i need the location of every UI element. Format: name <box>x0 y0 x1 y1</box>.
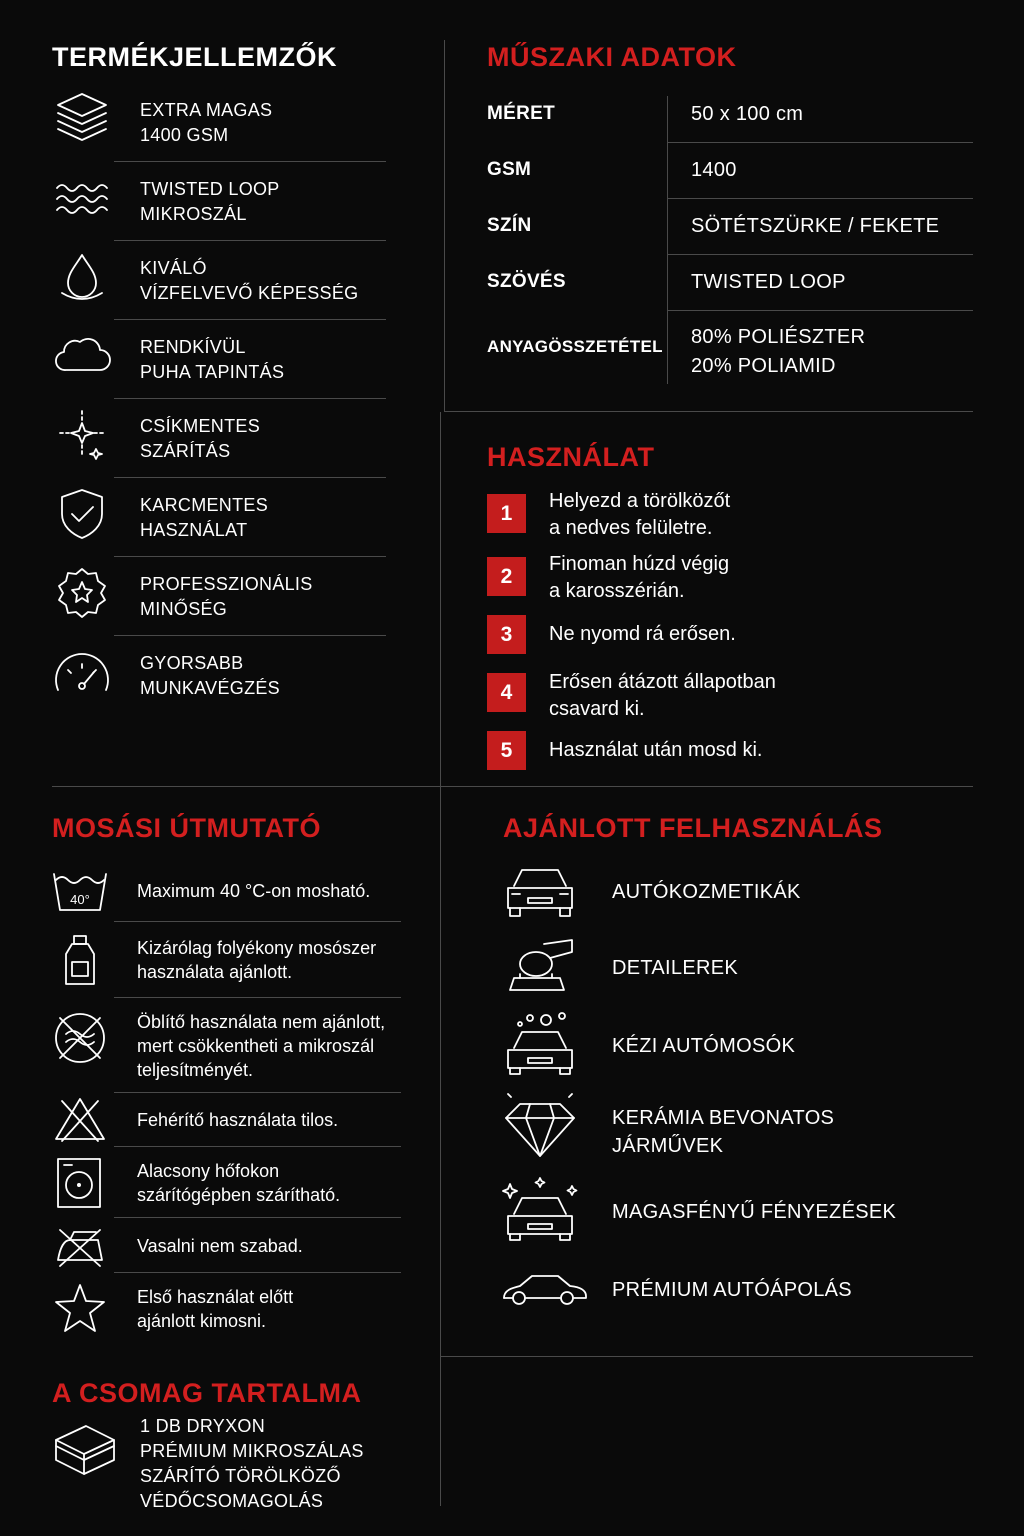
speedometer-icon <box>52 642 114 704</box>
step-line1: Ne nyomd rá erősen. <box>549 623 736 645</box>
recommended-item <box>500 1090 970 1165</box>
wash-temp-label: 40° <box>70 892 90 907</box>
spec-value: 1400 <box>691 159 737 181</box>
feature-line1: EXTRA MAGAS <box>140 99 273 120</box>
spec-value: 80% POLIÉSZTER <box>691 326 866 348</box>
recommended-line1: PRÉMIUM AUTÓÁPOLÁS <box>612 1279 852 1301</box>
star-icon <box>52 1281 108 1337</box>
wash-line: szárítógépben szárítható. <box>137 1184 341 1205</box>
step-line2: csavard ki. <box>549 698 645 720</box>
feature-line1: RENDKÍVÜL <box>140 336 246 357</box>
feature-line1: GYORSABB <box>140 652 244 673</box>
no-softener-icon <box>52 1010 108 1066</box>
wash-line: Első használat előtt <box>137 1287 294 1307</box>
wash-line: ajánlott kimosni. <box>137 1311 267 1331</box>
quality-badge-icon <box>52 563 114 625</box>
spec-value: SÖTÉTSZÜRKE / FEKETE <box>691 215 940 237</box>
recommended-line1: DETAILEREK <box>612 957 738 979</box>
recommended-line1: KERÁMIA BEVONATOS <box>612 1107 835 1129</box>
spec-value: TWISTED LOOP <box>691 271 846 293</box>
feature-item <box>52 320 386 399</box>
car-side-icon <box>500 1266 590 1336</box>
divider-vertical-top <box>444 40 445 412</box>
feature-line1: CSÍKMENTES <box>140 415 261 436</box>
tumble-dry-icon <box>52 1155 108 1211</box>
wash-line: Öblítő használata nem ajánlott, <box>137 1011 386 1032</box>
feature-line1: TWISTED LOOP <box>140 178 280 199</box>
recommended-line1: MAGASFÉNYŰ FÉNYEZÉSEK <box>612 1201 897 1223</box>
package-title: A CSOMAG TARTALMA <box>52 1378 362 1408</box>
diamond-icon <box>500 1090 590 1160</box>
wash-line: Kizárólag folyékony mosószer <box>137 938 377 958</box>
divider-lower <box>440 1356 973 1357</box>
wash-line: Alacsony hőfokon <box>137 1160 280 1181</box>
feature-item <box>52 557 386 636</box>
wash-line: használata ajánlott. <box>137 962 293 982</box>
feature-item <box>52 162 386 241</box>
step-number: 3 <box>487 615 526 654</box>
spec-row <box>487 311 973 385</box>
wash-line: Maximum 40 °C-on mosható. <box>137 881 371 901</box>
feature-line1: PROFESSZIONÁLIS <box>140 573 313 594</box>
no-iron-icon <box>52 1218 108 1274</box>
spec-key: GSM <box>487 159 532 180</box>
usage-title: HASZNÁLAT <box>487 442 655 472</box>
feature-item <box>52 241 386 320</box>
layers-icon <box>52 89 114 151</box>
step-line1: Helyezd a törölközőt <box>549 490 731 512</box>
feature-line1: KARCMENTES <box>140 494 269 515</box>
detergent-bottle-icon <box>52 932 108 988</box>
spec-key: SZÍN <box>487 215 532 236</box>
recommended-line1: AUTÓKOZMETIKÁK <box>612 881 801 903</box>
wash-item <box>52 998 401 1093</box>
package-line: VÉDŐCSOMAGOLÁS <box>140 1491 324 1511</box>
wash-item <box>52 1147 401 1218</box>
feature-line2: PUHA TAPINTÁS <box>140 361 285 382</box>
divider-specs-bottom <box>444 411 973 412</box>
wash-40-icon <box>52 864 108 920</box>
wash-item <box>52 1093 401 1147</box>
spec-key: ANYAGÖSSZETÉTEL <box>487 337 663 356</box>
recommended-item <box>500 858 970 928</box>
features-title: TERMÉKJELLEMZŐK <box>52 42 338 72</box>
wash-item <box>52 1273 401 1345</box>
polisher-icon <box>500 936 590 1006</box>
step-line1: Erősen átázott állapotban <box>549 671 776 693</box>
step-line2: a nedves felületre. <box>549 517 713 539</box>
feature-line2: SZÁRÍTÁS <box>140 440 231 461</box>
package-line: PRÉMIUM MIKROSZÁLAS <box>140 1441 364 1461</box>
recommended-item <box>500 1266 970 1316</box>
package-line: SZÁRÍTÓ TÖRÖLKÖZŐ <box>140 1466 341 1486</box>
recommended-line2: JÁRMŰVEK <box>612 1135 724 1157</box>
recommended-item <box>500 936 970 1006</box>
recommended-title: AJÁNLOTT FELHASZNÁLÁS <box>503 813 883 843</box>
wash-item <box>52 860 401 922</box>
shield-check-icon <box>52 484 114 546</box>
spec-row <box>487 143 973 199</box>
feature-item <box>52 83 386 162</box>
recommended-item <box>500 1176 970 1251</box>
spec-key: MÉRET <box>487 103 555 124</box>
waves-icon <box>52 168 114 230</box>
spec-row <box>487 199 973 255</box>
package-line: 1 DB DRYXON <box>140 1416 266 1436</box>
feature-line2: MUNKAVÉGZÉS <box>140 677 280 698</box>
step-line1: Használat után mosd ki. <box>549 739 763 761</box>
specs-title: MŰSZAKI ADATOK <box>487 42 737 72</box>
step-line1: Finoman húzd végig <box>549 553 730 575</box>
cloud-icon <box>52 326 114 388</box>
spec-key: SZÖVÉS <box>487 271 566 292</box>
step-number: 1 <box>487 494 526 533</box>
spec-row <box>487 87 973 143</box>
feature-line2: HASZNÁLAT <box>140 519 248 540</box>
sparkle-icon <box>52 405 114 467</box>
wash-line: teljesítményét. <box>137 1059 254 1080</box>
box-icon <box>52 1420 118 1480</box>
no-bleach-icon <box>52 1093 108 1149</box>
feature-item <box>52 636 386 715</box>
feature-line2: VÍZFELVEVŐ KÉPESSÉG <box>140 282 359 303</box>
spec-row <box>487 255 973 311</box>
step-number: 5 <box>487 731 526 770</box>
wash-item <box>52 922 401 998</box>
wash-line: Fehérítő használata tilos. <box>137 1110 339 1130</box>
spec-value-2: 20% POLIAMID <box>691 355 836 377</box>
water-drop-icon <box>52 247 114 309</box>
step-line2: a karosszérián. <box>549 580 685 602</box>
recommended-line1: KÉZI AUTÓMOSÓK <box>612 1035 796 1057</box>
feature-line2: MINŐSÉG <box>140 598 228 619</box>
feature-item <box>52 399 386 478</box>
step-number: 2 <box>487 557 526 596</box>
divider-vertical-bottom <box>440 1374 441 1506</box>
washing-title: MOSÁSI ÚTMUTATÓ <box>52 813 321 843</box>
divider-vertical-middle <box>440 412 441 1457</box>
feature-item <box>52 478 386 557</box>
feature-line1: KIVÁLÓ <box>140 257 207 278</box>
wash-line: mert csökkentheti a mikroszál <box>137 1035 375 1056</box>
recommended-item <box>500 1010 970 1085</box>
divider-middle <box>52 786 973 787</box>
car-front-icon <box>500 858 590 928</box>
step-number: 4 <box>487 673 526 712</box>
wash-line: Vasalni nem szabad. <box>137 1235 303 1256</box>
feature-line2: MIKROSZÁL <box>140 203 247 224</box>
shiny-car-icon <box>500 1176 590 1246</box>
spec-value: 50 x 100 cm <box>691 103 804 125</box>
car-wash-icon <box>500 1010 590 1080</box>
feature-line2: 1400 GSM <box>140 124 229 145</box>
package-contents <box>140 1414 364 1514</box>
wash-item <box>52 1218 401 1273</box>
